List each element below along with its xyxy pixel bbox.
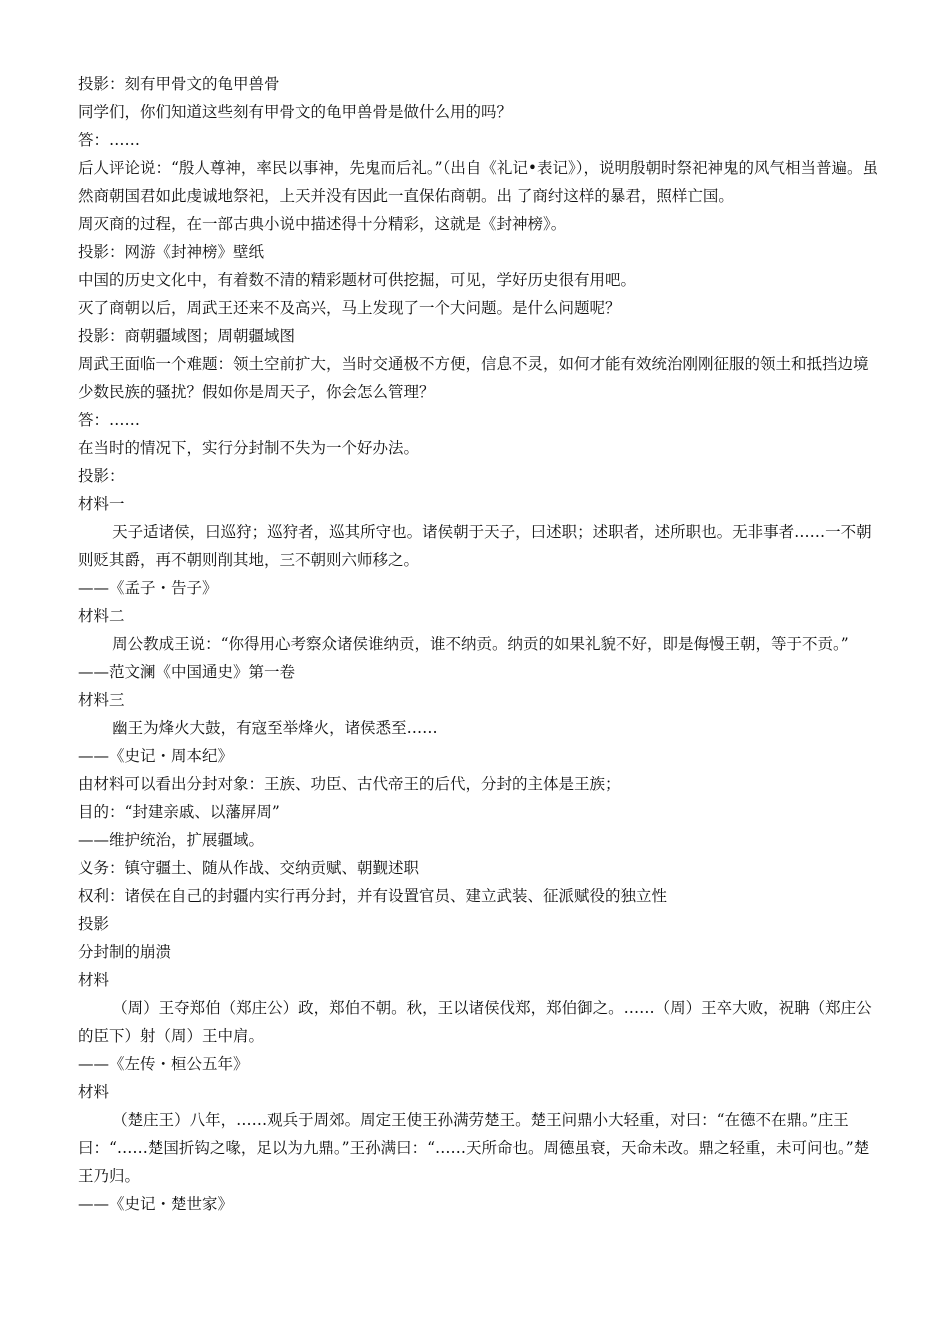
projection-line: 投影：商朝疆域图；周朝疆域图 (78, 327, 296, 345)
material-source: ——范文澜《中国通史》第一卷 (78, 663, 296, 681)
answer-line: 答：…… (78, 131, 141, 149)
commentary-paragraph: 后人评论说：“殷人尊神，率民以事神，先鬼而后礼。”（出自《礼记•表记》），说明殷朝时祭祀神鬼的风气相当普遍。虽然商朝国君如此虔诚地祭祀，上天并没有因此一直保佑商朝。出 了商纣这样的暴君，照样亡国。 (78, 159, 878, 205)
question-line: 灭了商朝以后，周武王还来不及高兴，马上发现了一个大问题。是什么问题呢？ (78, 299, 621, 317)
projection-line: 投影 (78, 915, 110, 933)
purpose-detail-line: ——维护统治，扩展疆域。 (78, 831, 265, 849)
material-heading: 材料一 (78, 495, 125, 513)
narration-line: 在当时的情况下，实行分封制不失为一个好办法。 (78, 439, 420, 457)
rights-line: 权利：诸侯在自己的封疆内实行再分封，并有设置官员、建立武装、征派赋役的独立性 (78, 887, 668, 905)
narration-line: 中国的历史文化中，有着数不清的精彩题材可供挖掘，可见，学好历史很有用吧。 (78, 271, 637, 289)
material-quote: （周）王夺郑伯（郑庄公）政，郑伯不朝。秋，王以诸侯伐郑，郑伯御之。……（周）王卒大败，祝聃（郑庄公的臣下）射（周）王中肩。 (78, 999, 872, 1045)
purpose-line: 目的：“封建亲戚、以藩屏周” (78, 803, 280, 821)
projection-line: 投影：刻有甲骨文的龟甲兽骨 (78, 75, 280, 93)
problem-paragraph: 周武王面临一个难题：领土空前扩大，当时交通极不方便，信息不灵，如何才能有效统治刚刚征服的领土和抵挡边境少数民族的骚扰？假如你是周天子，你会怎么管理？ (78, 355, 869, 401)
narration-line: 周灭商的过程，在一部古典小说中描述得十分精彩，这就是《封神榜》。 (78, 215, 567, 233)
material-heading: 材料 (78, 971, 110, 989)
material-quote: 幽王为烽火大鼓，有寇至举烽火，诸侯悉至…… (112, 719, 438, 737)
material-quote: 天子适诸侯，曰巡狩；巡狩者，巡其所守也。诸侯朝于天子，曰述职；述职者，述所职也。无非事者……一不朝则贬其爵，再不朝则削其地，三不朝则六师移之。 (78, 523, 872, 569)
projection-line: 投影：网游《封神榜》壁纸 (78, 243, 265, 261)
material-heading: 材料 (78, 1083, 110, 1101)
material-source: ——《孟子・告子》 (78, 579, 218, 597)
question-line: 同学们，你们知道这些刻有甲骨文的龟甲兽骨是做什么用的吗？ (78, 103, 513, 121)
material-source: ——《左传・桓公五年》 (78, 1055, 249, 1073)
material-quote: （楚庄王）八年，……观兵于周郊。周定王使王孙满劳楚王。楚王问鼎小大轻重，对曰：“在德不在鼎。”庄王曰：“……楚国折钩之喙，足以为九鼎。”王孙满曰：“……天所命也。周德虽衰，天命未改。鼎之轻重，未可问也。”楚王乃归。 (78, 1111, 870, 1185)
material-heading: 材料三 (78, 691, 125, 709)
section-title: 分封制的崩溃 (78, 943, 172, 961)
answer-line: 答：…… (78, 411, 141, 429)
material-heading: 材料二 (78, 607, 125, 625)
material-quote: 周公教成王说：“你得用心考察众诸侯谁纳贡，谁不纳贡。纳贡的如果礼貌不好，即是侮慢王朝，等于不贡。” (112, 635, 849, 653)
obligations-line: 义务：镇守疆土、随从作战、交纳贡赋、朝觐述职 (78, 859, 420, 877)
material-source: ——《史记・周本纪》 (78, 747, 234, 765)
analysis-line: 由材料可以看出分封对象：王族、功臣、古代帝王的后代，分封的主体是王族； (78, 775, 621, 793)
projection-line: 投影： (78, 467, 125, 485)
material-source: ——《史记・楚世家》 (78, 1195, 234, 1213)
